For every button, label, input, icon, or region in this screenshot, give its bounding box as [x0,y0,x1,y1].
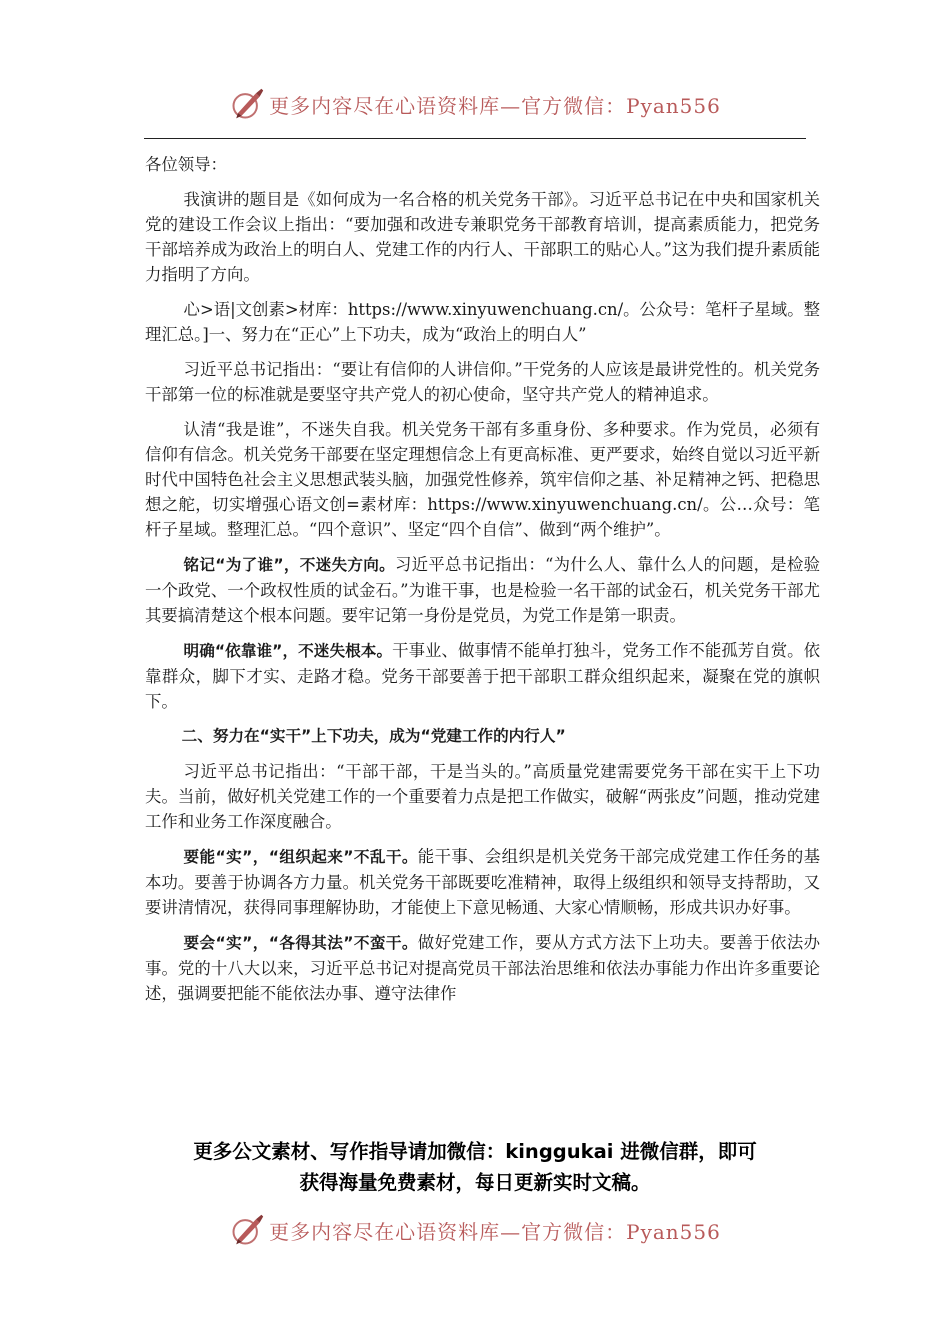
paragraph-text: 习近平总书记指出：“为什么人、靠什么人的问题，是检验一个政党、一个政权性质的试金石。”为谁干事，也是检验一名干部的试金石，机关党务干部尤其要搞清楚这个根本问题。要牢记第一身份是党员，为党工作是第一职责。 [145,555,820,625]
paragraph-text: 能干事、会组织是机关党务干部完成党建工作任务的基本功。要善于协调各方力量。机关党务干部既要吃准精神，取得上级组织和领导支持帮助，又要讲清情况，获得同事理解协助，才能使上下意见畅通、大家心情顺畅，形成共识办好事。 [145,847,820,917]
paragraph-text: 认清“我是谁”，不迷失自我。机关党务干部有多重身份、多种要求。作为党员，必须有信仰有信念。机关党务干部要在坚定理想信念上有更高标准、更严要求，始终自觉以习近平新时代中国特色社会主义思想武装头脑，加强党性修养，筑牢信仰之基、补足精神之钙、把稳思想之舵，切实增强心语文创=素材库：https://www.xinyuwenchuang.cn/。公…众号：笔杆子星域。整理汇总。“四个意识”、坚定“四个自信”、做到“两个维护”。 [145,420,820,539]
paragraph [145,417,820,542]
footer-banner [0,1208,950,1252]
paragraph: 二、努力在“实干”上下功夫，成为“党建工作的内行人” [181,727,566,745]
paragraph-text: 我演讲的题目是《如何成为一名合格的机关党务干部》。习近平总书记在中央和国家机关党的建设工作会议上指出：“要加强和改进专兼职党务干部教育培训，提高素质能力，把党务干部培养成为政治上的明白人、党建工作的内行人、干部职工的贴心人。”这为我们提升素质能力指明了方向。 [145,190,820,284]
paragraph [145,552,820,628]
paragraph-lead: 铭记“为了谁”，不迷失方向。 [183,556,395,574]
header-divider [144,138,806,139]
paragraph [145,297,820,347]
paragraph [145,357,820,407]
greeting: 各位领导： [145,155,227,174]
paragraph-lead: 要会“实”，“各得其法”不蛮干。 [183,934,418,952]
fountain-pen-logo-icon [229,1212,265,1248]
header-banner-text: 更多内容尽在心语资料库—官方微信：Pyan556 [269,93,721,118]
paragraph [145,930,820,1006]
paragraph [145,638,820,714]
promo-line-2: 获得海量免费素材，每日更新实时文稿。 [299,1171,651,1194]
promo-notice [120,1136,830,1198]
paragraph-text: 习近平总书记指出：“干部干部，干是当头的。”高质量党建需要党务干部在实干上下功夫。当前，做好机关党建工作的一个重要着力点是把工作做实，破解“两张皮”问题，推动党建工作和业务工作深度融合。 [145,762,820,831]
paragraph-text: 习近平总书记指出：“要让有信仰的人讲信仰。”干党务的人应该是最讲党性的。机关党务干部第一位的标准就是要坚守共产党人的初心使命，坚守共产党人的精神追求。 [145,360,820,404]
paragraph-text: 做好党建工作，要从方式方法下上功夫。要善于依法办事。党的十八大以来，习近平总书记对提高党员干部法治思维和依法办事能力作出许多重要论述，强调要把能不能依法办事、遵守法律作 [145,933,820,1003]
paragraph [145,844,820,920]
fountain-pen-logo-icon [229,86,265,122]
header-banner [0,82,950,126]
paragraph-lead: 要能“实”，“组织起来”不乱干。 [183,848,418,866]
paragraph [145,187,820,287]
paragraph-text: 干事业、做事情不能单打独斗，党务工作不能孤芳自赏。依靠群众，脚下才实、走路才稳。党务干部要善于把干部职工群众组织起来，凝聚在党的旗帜下。 [145,641,821,711]
paragraph-lead: 明确“依靠谁”，不迷失根本。 [183,642,393,660]
paragraph-text: 心>语|文创素>材库：https://www.xinyuwenchuang.cn/。公众号：笔杆子星域。整理汇总。]一、努力在“正心”上下功夫，成为“政治上的明白人” [145,300,820,344]
footer-banner-text: 更多内容尽在心语资料库—官方微信：Pyan556 [269,1219,721,1244]
document-body [145,152,820,1016]
promo-line-1: 更多公文素材、写作指导请加微信：kinggukai 进微信群，即可 [193,1140,757,1163]
paragraph-list [145,187,820,1006]
paragraph [145,759,820,834]
